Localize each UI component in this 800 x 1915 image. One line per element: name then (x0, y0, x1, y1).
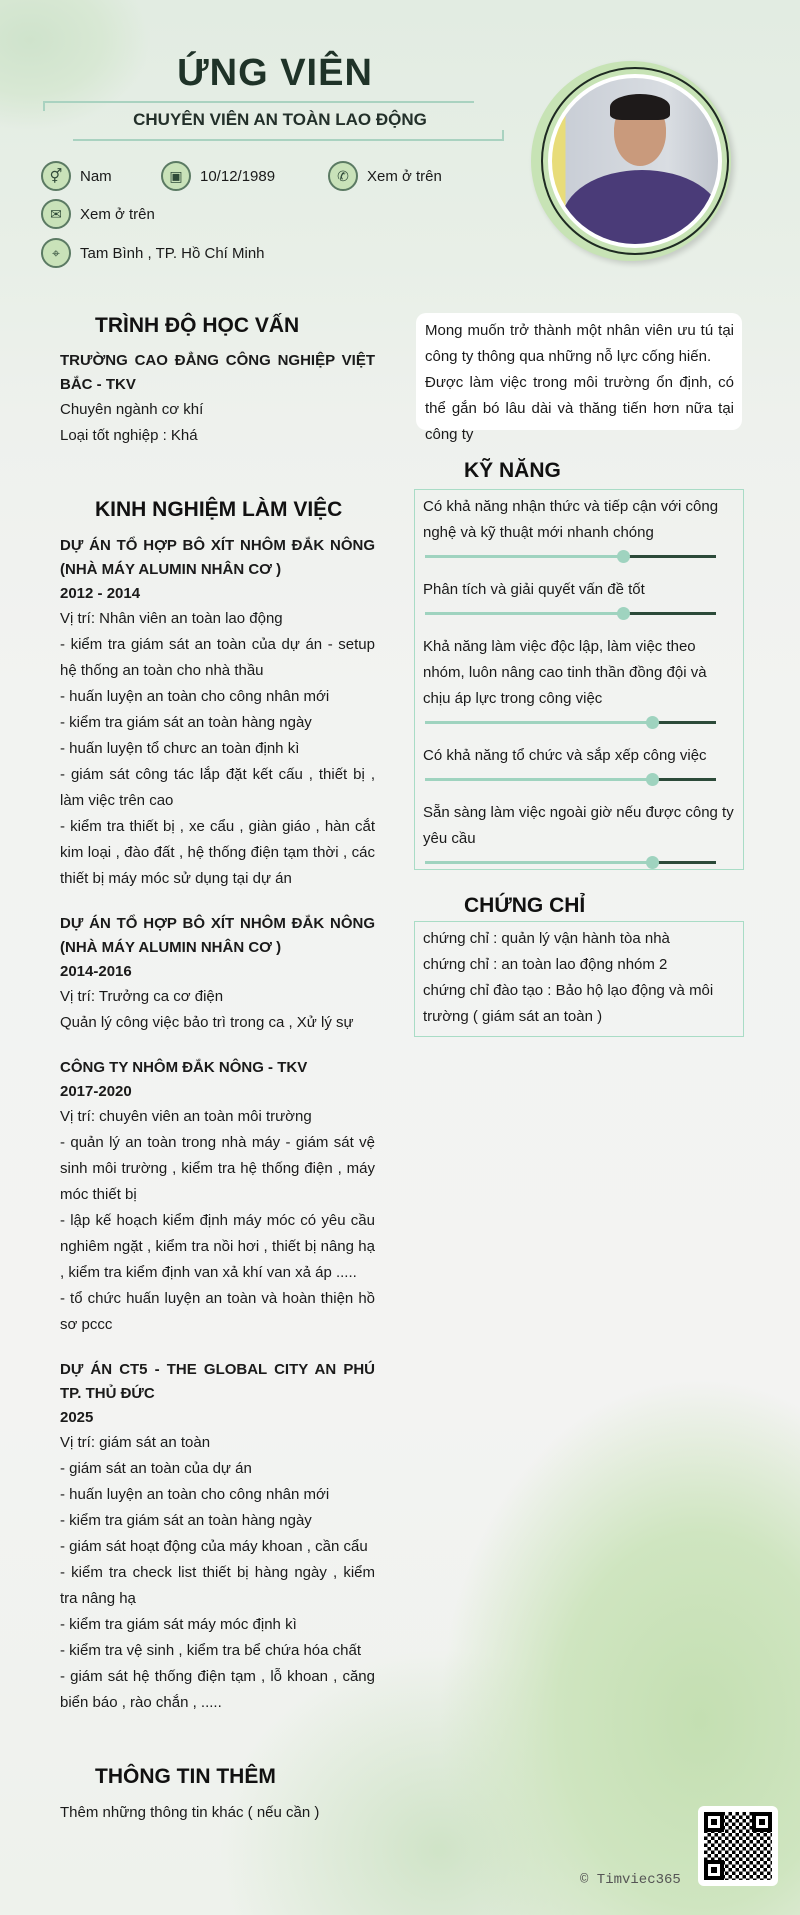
job-line: - huấn luyện an toàn cho công nhân mới (60, 688, 330, 705)
job-position: CHUYÊN VIÊN AN TOÀN LAO ĐỘNG (133, 110, 427, 129)
address-value: Tam Bình , TP. Hồ Chí Minh (80, 244, 265, 262)
certificates-heading: CHỨNG CHỈ (464, 894, 586, 917)
skill-name: Khả năng làm việc độc lập, làm việc theo nhóm, luôn nâng cao tinh thần đồng đội và chịu áp lực trong công việc (423, 638, 707, 707)
phone-value: Xem ở trên (367, 167, 442, 185)
qr-pattern (704, 1812, 772, 1880)
birthday-value: 10/12/1989 (200, 167, 276, 185)
job-line: - kiểm tra check list thiết bị hàng ngày , kiểm tra nâng hạ (60, 1564, 375, 1607)
calendar-icon: ▣ (161, 161, 191, 191)
slider-fill (425, 721, 652, 724)
certificates-box (414, 921, 744, 1037)
skill-level-bar (425, 715, 716, 729)
job-line: Vị trí: Nhân viên an toàn lao động (60, 610, 283, 627)
job-line: - giám sát công tác lắp đặt kết cấu , thiết bị , làm việc trên cao (60, 766, 375, 809)
candidate-name: ỨNG VIÊN (177, 52, 373, 94)
job-line: - kiểm tra giám sát an toàn hàng ngày (60, 1512, 312, 1529)
job-entry (60, 912, 375, 1036)
certificate-item: chứng chỉ đào tạo : Bảo hộ lạo động và môi trường ( giám sát an toàn ) (423, 982, 714, 1025)
additional-text: Thêm những thông tin khác ( nếu cần ) (60, 1804, 320, 1821)
divider (502, 130, 504, 140)
skill-item (423, 494, 735, 563)
location-icon: ⌖ (41, 238, 71, 268)
job-entry (60, 1056, 375, 1338)
education-heading: TRÌNH ĐỘ HỌC VẤN (95, 314, 300, 337)
watermark: © Timviec365 (580, 1872, 681, 1888)
job-line: - giám sát hoạt động của máy khoan , cần cẩu (60, 1538, 368, 1555)
job-entry (60, 1358, 375, 1716)
skill-item (423, 577, 735, 620)
qr-finder (704, 1812, 724, 1832)
divider (43, 101, 474, 103)
skill-item (423, 743, 735, 786)
job-company: DỰ ÁN TỔ HỢP BÔ XÍT NHÔM ĐẮK NÔNG (NHÀ MÁY ALUMIN NHÂN CƠ ) (60, 915, 375, 956)
phone-icon: ✆ (328, 161, 358, 191)
objective-line: Được làm việc trong môi trường ổn định, có thể gắn bó lâu dài và thăng tiến hơn nữa tại công ty (425, 374, 734, 443)
qr-code (698, 1806, 778, 1886)
job-entry (60, 534, 375, 892)
info-phone (328, 161, 442, 191)
divider (43, 101, 45, 111)
education-section (60, 349, 375, 449)
education-line: Loại tốt nghiệp : Khá (60, 427, 198, 444)
slider-fill (425, 778, 652, 781)
job-line: - kiểm tra thiết bị , xe cẩu , giàn giáo , hàn cắt kim loại , đào đất , hệ thống điện tạm thời , các thiết bị máy móc sử dụng tại dự án (60, 818, 375, 887)
job-line: - kiểm tra giám sát an toàn hàng ngày (60, 714, 312, 731)
info-gender (41, 161, 112, 191)
slider-handle (646, 773, 659, 786)
slider-handle (617, 607, 630, 620)
slider-fill (425, 861, 652, 864)
qr-finder (752, 1812, 772, 1832)
gender-value: Nam (80, 167, 112, 185)
skill-name: Có khả năng nhận thức và tiếp cận với công nghệ và kỹ thuật mới nhanh chóng (423, 498, 719, 541)
school-name: TRƯỜNG CAO ĐẲNG CÔNG NGHIỆP VIỆT BẮC - TKV (60, 352, 375, 393)
divider (73, 139, 504, 141)
gender-icon: ⚥ (41, 161, 71, 191)
info-birthday (161, 161, 275, 191)
objective-line: Mong muốn trở thành một nhân viên ưu tú tại công ty thông qua những nỗ lực cống hiến. (425, 322, 734, 365)
job-line: Vị trí: giám sát an toàn (60, 1434, 211, 1451)
experience-list (60, 534, 375, 1736)
slider-handle (617, 550, 630, 563)
qr-finder (704, 1860, 724, 1880)
job-line: Vị trí: Trưởng ca cơ điện (60, 988, 224, 1005)
job-line: Vị trí: chuyên viên an toàn môi trường (60, 1108, 312, 1125)
job-line: - giám sát hệ thống điện tạm , lỗ khoan , căng biển báo , rào chắn , ..... (60, 1668, 375, 1711)
skill-name: Sẵn sàng làm việc ngoài giờ nếu được công ty yêu cầu (423, 804, 734, 847)
info-address (41, 238, 265, 268)
job-period: 2025 (60, 1409, 94, 1426)
job-company: DỰ ÁN CT5 - THE GLOBAL CITY AN PHÚ TP. THỦ ĐỨC (60, 1361, 375, 1402)
education-line: Chuyên ngành cơ khí (60, 401, 204, 418)
skill-name: Phân tích và giải quyết vấn đề tốt (423, 581, 645, 598)
job-line: - giám sát an toàn của dự án (60, 1460, 252, 1477)
slider-fill (425, 612, 623, 615)
skills-heading: KỸ NĂNG (464, 459, 561, 482)
email-icon: ✉ (41, 199, 71, 229)
job-line: - tổ chức huấn luyện an toàn và hoàn thiện hồ sơ pccc (60, 1290, 375, 1333)
skill-level-bar (425, 855, 716, 869)
skill-item (423, 800, 735, 869)
certificate-item: chứng chỉ : quản lý vận hành tòa nhà (423, 930, 670, 947)
job-period: 2017-2020 (60, 1083, 132, 1100)
skills-box (414, 489, 744, 870)
job-period: 2014-2016 (60, 963, 132, 980)
job-period: 2012 - 2014 (60, 585, 141, 602)
job-line: - kiểm tra giám sát an toàn của dự án - setup hệ thống an toàn cho nhà thầu (60, 636, 375, 679)
job-company: CÔNG TY NHÔM ĐẮK NÔNG - TKV (60, 1059, 308, 1076)
skill-level-bar (425, 549, 716, 563)
job-line: - quản lý an toàn trong nhà máy - giám sát vệ sinh môi trường , kiểm tra hệ thống điện , máy móc thiết bị (60, 1134, 375, 1203)
skill-level-bar (425, 606, 716, 620)
slider-handle (646, 856, 659, 869)
email-value: Xem ở trên (80, 205, 155, 223)
avatar (548, 74, 722, 248)
skill-level-bar (425, 772, 716, 786)
job-line: - lập kế hoạch kiểm định máy móc có yêu cầu nghiêm ngặt , kiểm tra nồi hơi , thiết bị nâng hạ , kiểm tra kiểm định van xả khí van xả áp ..... (60, 1212, 375, 1281)
info-email (41, 199, 155, 229)
experience-heading: KINH NGHIỆM LÀM VIỆC (95, 498, 343, 521)
slider-fill (425, 555, 623, 558)
job-line: - kiểm tra vệ sinh , kiểm tra bể chứa hóa chất (60, 1642, 362, 1659)
additional-heading: THÔNG TIN THÊM (95, 1765, 276, 1788)
job-line: - kiểm tra giám sát máy móc định kì (60, 1616, 297, 1633)
skill-item (423, 634, 735, 729)
slider-handle (646, 716, 659, 729)
job-company: DỰ ÁN TỔ HỢP BÔ XÍT NHÔM ĐẮK NÔNG (NHÀ MÁY ALUMIN NHÂN CƠ ) (60, 537, 375, 578)
job-line: Quản lý công việc bảo trì trong ca , Xử lý sự (60, 1014, 354, 1031)
career-objective (416, 313, 742, 443)
skill-name: Có khả năng tổ chức và sắp xếp công việc (423, 747, 707, 764)
job-line: - huấn luyện tổ chưc an toàn định kì (60, 740, 300, 757)
job-line: - huấn luyện an toàn cho công nhân mới (60, 1486, 330, 1503)
certificate-item: chứng chỉ : an toàn lao động nhóm 2 (423, 956, 668, 973)
